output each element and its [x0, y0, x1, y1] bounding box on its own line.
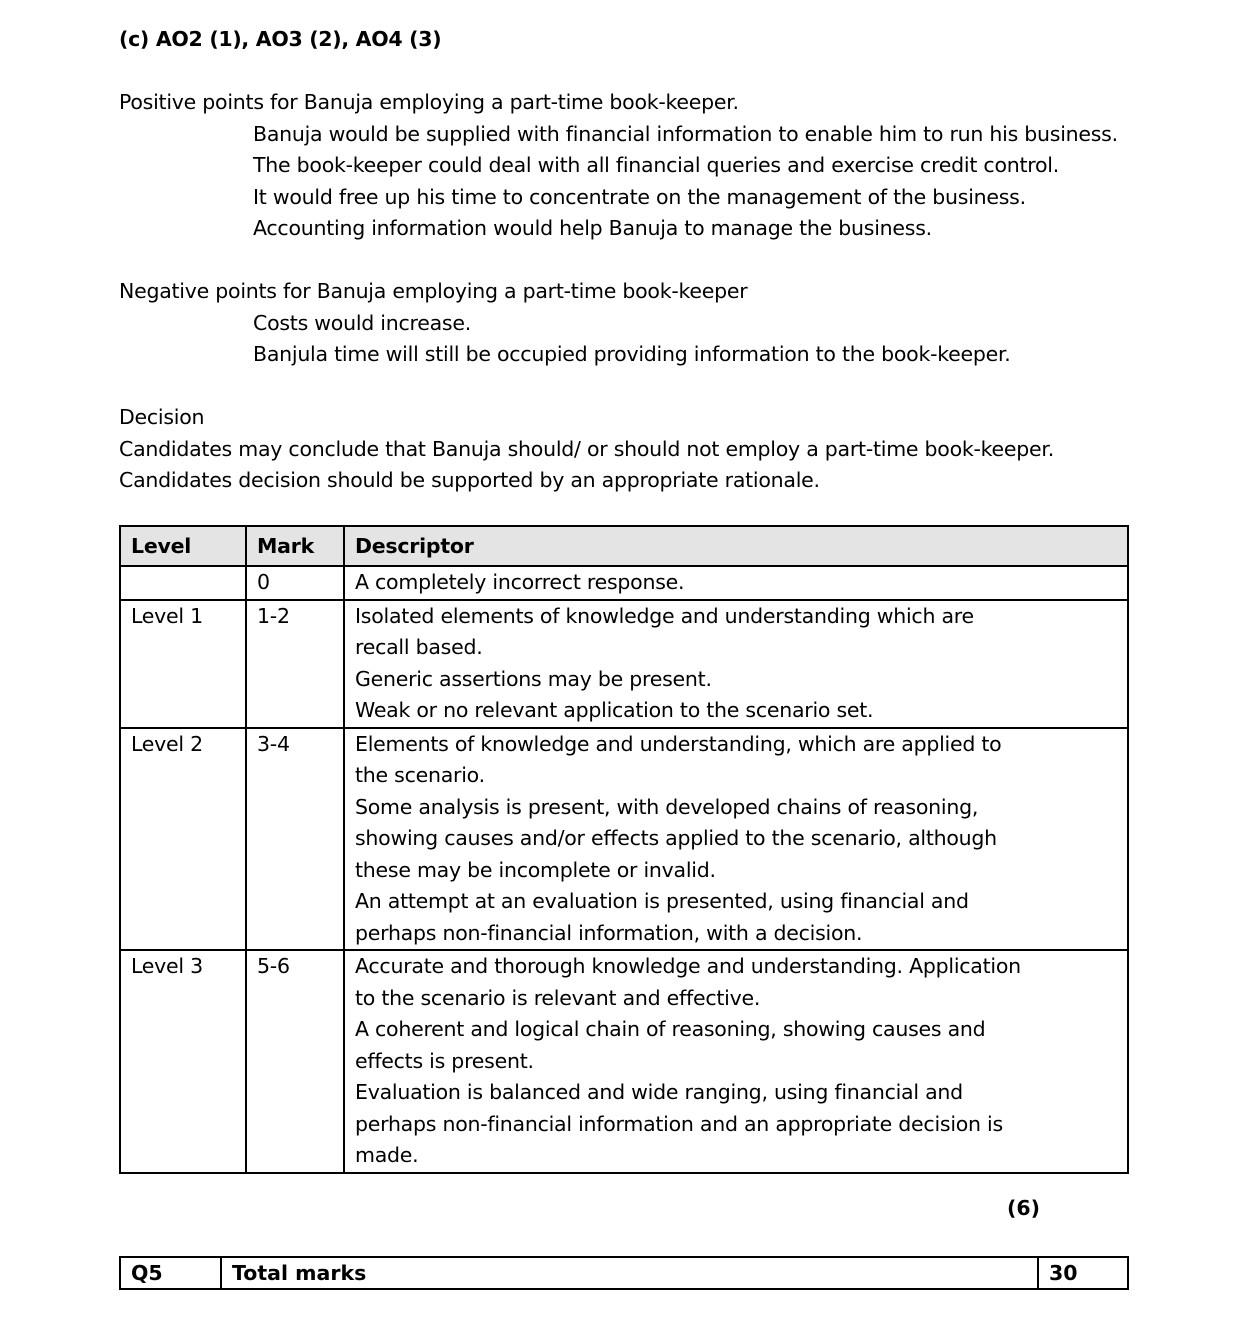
positive-title: Positive points for Banuja employing a part-time book-keeper. [119, 90, 739, 114]
part-marks: (6) [1007, 1196, 1041, 1220]
total-row [120, 1257, 1128, 1289]
total-label: Total marks [221, 1257, 1038, 1289]
table-row [120, 600, 1128, 728]
descriptor-line: A completely incorrect response. [355, 570, 685, 594]
negative-point: Costs would increase. [253, 310, 471, 335]
descriptor-line: Generic assertions may be present. [355, 666, 712, 691]
descriptor-line: showing causes and/or effects applied to the scenario, although [355, 826, 997, 850]
positive-point: It would free up his time to concentrate on the management of the business. [253, 184, 1026, 209]
question-heading: (c) AO2 (1), AO3 (2), AO4 (3) [119, 27, 442, 51]
descriptor-line: made. [355, 1143, 419, 1167]
descriptor-line: to the scenario is relevant and effective. [355, 985, 761, 1010]
descriptor-line: An attempt at an evaluation is presented, using financial and [355, 889, 969, 913]
positive-points [119, 87, 1118, 245]
descriptor-line: perhaps non-financial information, with a decision. [355, 920, 863, 945]
header-level: Level [120, 526, 246, 566]
descriptor-cell [344, 600, 1128, 728]
level-cell: Level 3 [120, 950, 246, 1173]
mark-cell: 5-6 [246, 950, 344, 1173]
positive-point: Accounting information would help Banuja to manage the business. [253, 216, 932, 240]
positive-point: Banuja would be supplied with financial information to enable him to run his business. [253, 121, 1118, 146]
question-number: Q5 [120, 1257, 221, 1289]
table-header-row [120, 526, 1128, 566]
descriptor-cell [344, 566, 1128, 600]
level-cell [120, 566, 246, 600]
descriptor-line: effects is present. [355, 1048, 534, 1073]
descriptor-line: Accurate and thorough knowledge and understanding. Application [355, 954, 1021, 978]
level-cell: Level 2 [120, 728, 246, 951]
descriptor-line: Elements of knowledge and understanding, which are applied to [355, 731, 1002, 756]
decision-title: Decision [119, 405, 205, 429]
descriptor-line: recall based. [355, 635, 483, 659]
decision-line: Candidates decision should be supported by an appropriate rationale. [119, 468, 820, 492]
header-mark: Mark [246, 526, 344, 566]
mark-cell: 3-4 [246, 728, 344, 951]
level-cell: Level 1 [120, 600, 246, 728]
table-row [120, 566, 1128, 600]
negative-point: Banjula time will still be occupied providing information to the book-keeper. [253, 342, 1011, 366]
descriptor-line: Evaluation is balanced and wide ranging, using financial and [355, 1080, 963, 1104]
total-value: 30 [1038, 1257, 1128, 1289]
descriptor-line: the scenario. [355, 763, 485, 787]
negative-title: Negative points for Banuja employing a part-time book-keeper [119, 279, 748, 303]
negative-points [119, 276, 1011, 371]
descriptor-cell [344, 950, 1128, 1173]
total-marks-table [119, 1256, 1129, 1290]
descriptor-line: A coherent and logical chain of reasoning, showing causes and [355, 1017, 986, 1041]
descriptor-line: perhaps non-financial information and an appropriate decision is [355, 1111, 1003, 1136]
table-row [120, 950, 1128, 1173]
mark-cell: 0 [246, 566, 344, 600]
descriptor-line: these may be incomplete or invalid. [355, 857, 716, 882]
descriptor-line: Weak or no relevant application to the scenario set. [355, 698, 874, 722]
header-descriptor: Descriptor [344, 526, 1128, 566]
levels-table [119, 525, 1129, 1174]
descriptor-line: Some analysis is present, with developed chains of reasoning, [355, 794, 979, 819]
descriptor-line: Isolated elements of knowledge and understanding which are [355, 603, 974, 628]
positive-point: The book-keeper could deal with all financial queries and exercise credit control. [253, 153, 1060, 177]
descriptor-cell [344, 728, 1128, 951]
table-row [120, 728, 1128, 951]
mark-cell: 1-2 [246, 600, 344, 728]
decision-line: Candidates may conclude that Banuja should/ or should not employ a part-time book-keeper. [119, 436, 1054, 461]
decision-section [119, 402, 1054, 497]
